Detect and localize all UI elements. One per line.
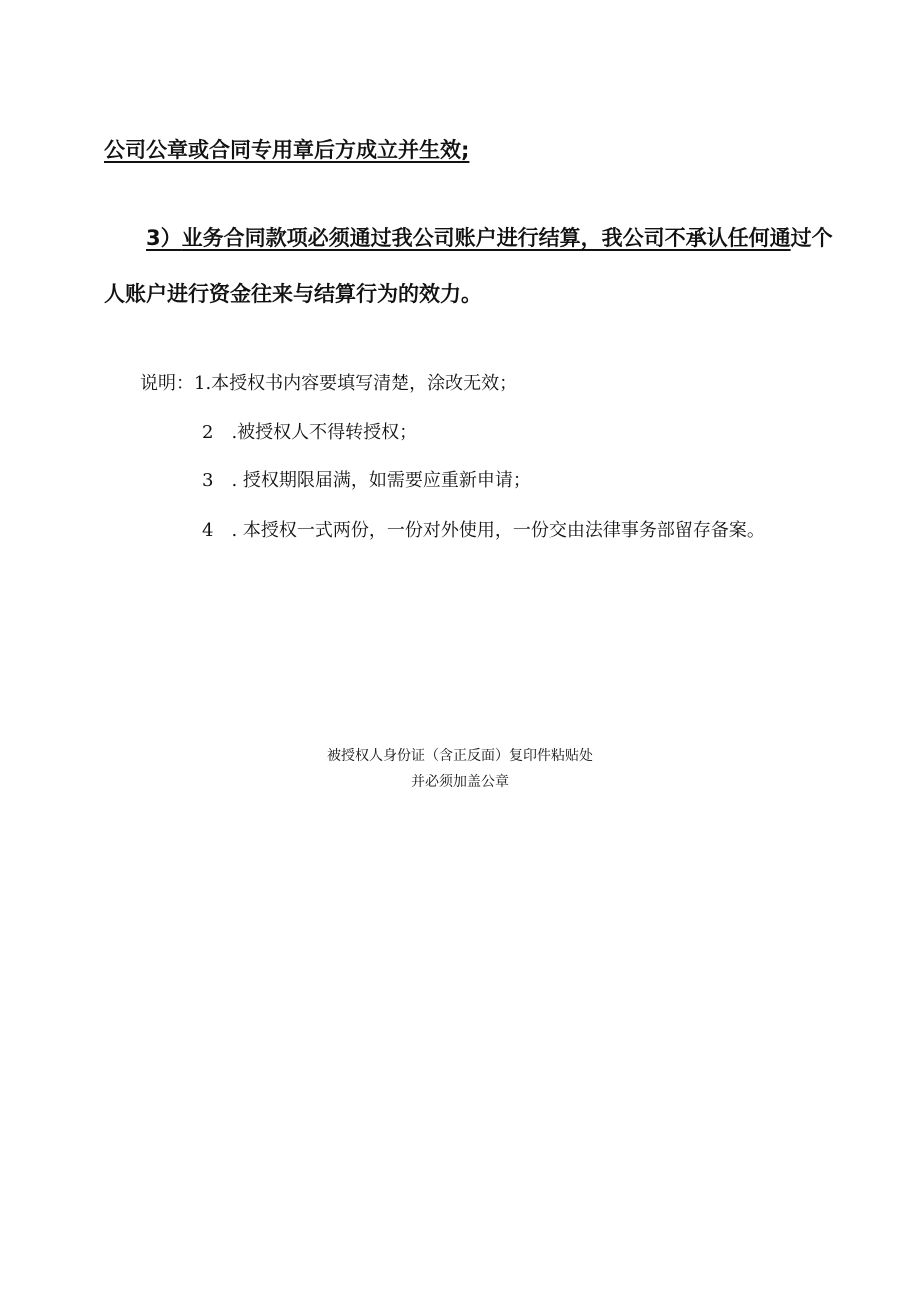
clause-3-line-1 xyxy=(146,224,833,252)
clause-3-underlined: 3）业务合同款项必须通过我公司账户进行结算，我公司不承认任何通 xyxy=(146,226,791,250)
id-paste-caption-line-1: 被授权人身份证（含正反面）复印件粘贴处 xyxy=(327,748,593,764)
clause-3-tail: 过个 xyxy=(790,226,833,250)
clause-3-number: 3） xyxy=(146,226,182,250)
clause-end-text: 公司公章或合同专用章后方成立并生效; xyxy=(104,138,470,162)
note-1: 说明：1.本授权书内容要填写清楚，涂改无效； xyxy=(140,373,518,394)
id-paste-caption-line-2: 并必须加盖公章 xyxy=(411,774,509,790)
note-4: 4 . 本授权一式两份，一份对外使用，一份交由法律事务部留存备案。 xyxy=(202,520,765,541)
clause-3-line-2: 人账户进行资金往来与结算行为的效力。 xyxy=(104,282,482,306)
note-2: 2 .被授权人不得转授权； xyxy=(202,422,418,443)
note-3: 3 . 授权期限届满，如需要应重新申请； xyxy=(202,470,531,491)
